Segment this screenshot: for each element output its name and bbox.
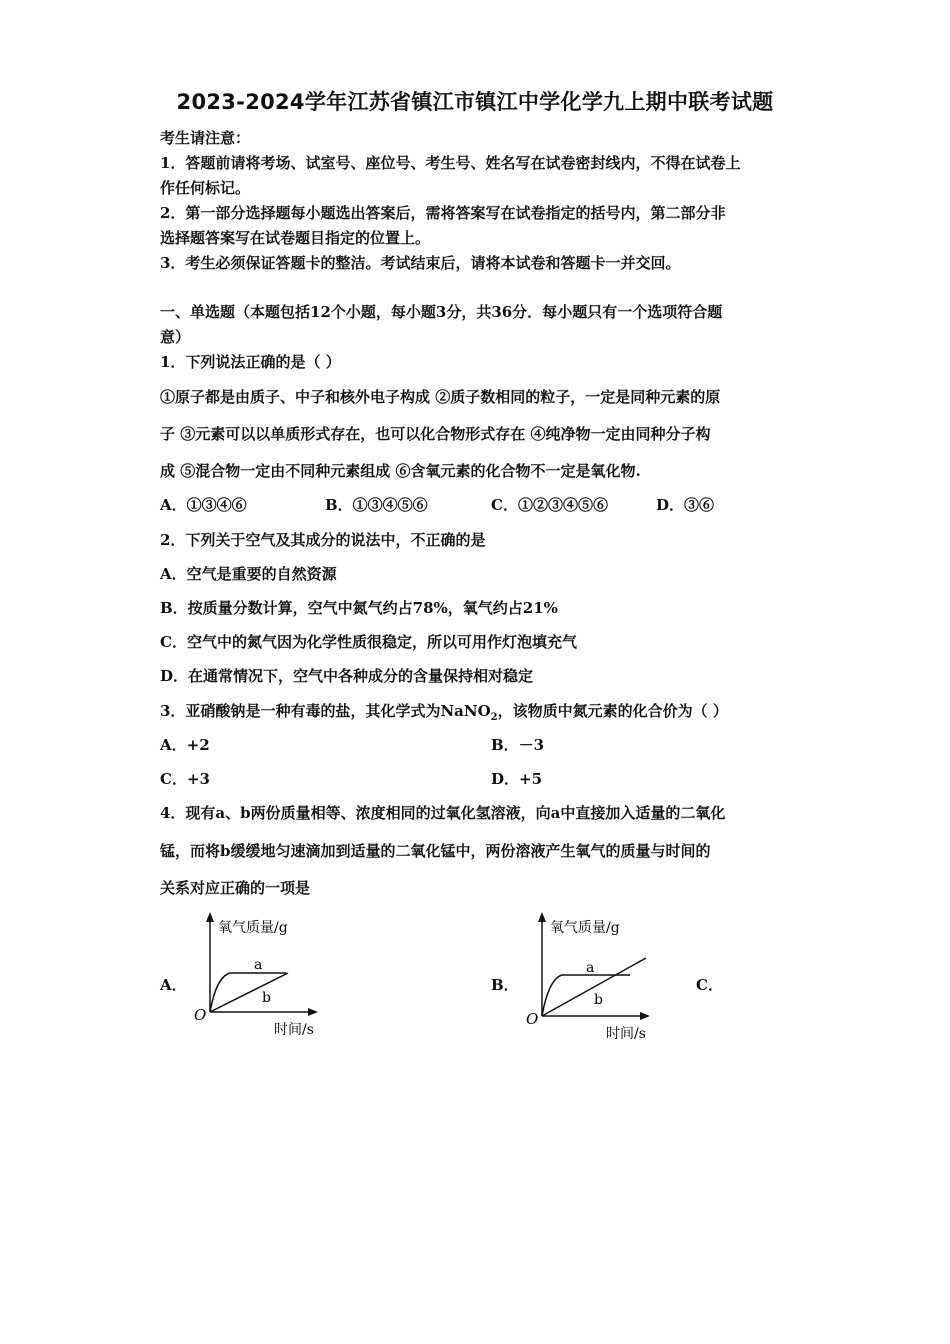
- y-axis-label: 氧气质量/g: [218, 920, 288, 936]
- q1-option-d[interactable]: D．③⑥: [656, 496, 715, 514]
- q4-option-c-label[interactable]: C．: [696, 976, 723, 994]
- section-heading-cont: 意）: [160, 328, 191, 346]
- notice-item: 1．答题前请将考场、试室号、座位号、考生号、姓名写在试卷密封线内，不得在试卷上: [160, 154, 741, 172]
- q3-stem: [160, 701, 800, 728]
- y-axis-arrow: [206, 912, 214, 922]
- q3-option-c[interactable]: C．+3: [160, 770, 210, 788]
- q4-stem: 4．现有a、b两份质量相等、浓度相同的过氧化氢溶液，向a中直接加入适量的二氧化: [160, 804, 726, 822]
- q2-option-b[interactable]: B．按质量分数计算，空气中氮气约占78%，氧气约占21%: [160, 599, 558, 617]
- y-axis-arrow: [538, 912, 546, 922]
- q4-stem-cont: 关系对应正确的一项是: [160, 879, 311, 897]
- q2-option-c[interactable]: C．空气中的氮气因为化学性质很稳定，所以可用作灯泡填充气: [160, 633, 577, 651]
- q4-stem-cont: 锰，而将b缓缓地匀速滴加到适量的二氧化锰中，两份溶液产生氧气的质量与时间的: [160, 842, 711, 860]
- curve-a: [542, 975, 630, 1016]
- curve-b-label: b: [262, 990, 271, 1006]
- q4-option-b-label[interactable]: B．: [491, 976, 519, 994]
- q3-stem-text-after: ，该物质中氮元素的化合价为（ ）: [497, 702, 728, 720]
- origin-label: O: [526, 1010, 539, 1028]
- curve-b-label: b: [594, 992, 603, 1008]
- q1-statement-line: 子 ③元素可以以单质形式存在，也可以化合物形式存在 ④纯净物一定由同种分子构: [160, 425, 711, 443]
- q4-graph-b[interactable]: [522, 910, 672, 1045]
- q1-option-c[interactable]: C．①②③④⑤⑥: [491, 496, 608, 514]
- q3-option-d[interactable]: D．+5: [491, 770, 543, 788]
- q3-subscript: 2: [490, 712, 498, 723]
- curve-a-label: a: [586, 960, 595, 976]
- q1-statement-line: ①原子都是由质子、中子和核外电子构成 ②质子数相同的粒子，一定是同种元素的原: [160, 388, 721, 406]
- section-heading: 一、单选题（本题包括12个小题，每小题3分，共36分．每小题只有一个选项符合题: [160, 303, 723, 321]
- q1-option-b[interactable]: B．①③④⑤⑥: [325, 496, 428, 514]
- q3-stem-text: 3．亚硝酸钠是一种有毒的盐，其化学式为NaNO: [160, 702, 491, 720]
- origin-label: O: [194, 1006, 207, 1024]
- q4-graph-a[interactable]: [190, 910, 340, 1045]
- page-title: 2023-2024学年江苏省镇江市镇江中学化学九上期中联考试题: [176, 90, 774, 114]
- y-axis-label: 氧气质量/g: [550, 920, 620, 936]
- q1-stem: 1．下列说法正确的是（ ）: [160, 353, 341, 371]
- q2-option-a[interactable]: A．空气是重要的自然资源: [160, 565, 337, 583]
- x-axis-arrow: [640, 1012, 650, 1020]
- q1-statement-line: 成 ⑤混合物一定由不同种元素组成 ⑥含氧元素的化合物不一定是氧化物.: [160, 462, 641, 480]
- q1-option-a[interactable]: A．①③④⑥: [160, 496, 247, 514]
- notice-heading: 考生请注意：: [160, 129, 251, 147]
- notice-item: 3．考生必须保证答题卡的整洁。考试结束后，请将本试卷和答题卡一并交回。: [160, 254, 681, 272]
- notice-item: 2．第一部分选择题每小题选出答案后，需将答案写在试卷指定的括号内，第二部分非: [160, 204, 726, 222]
- q2-stem: 2．下列关于空气及其成分的说法中，不正确的是: [160, 531, 486, 549]
- q3-option-a[interactable]: A．+2: [160, 736, 210, 754]
- x-axis-label: 时间/s: [606, 1026, 646, 1042]
- q4-option-a-label[interactable]: A．: [160, 976, 187, 994]
- x-axis-label: 时间/s: [274, 1022, 314, 1038]
- x-axis-arrow: [308, 1008, 318, 1016]
- notice-item: 作任何标记。: [160, 179, 251, 197]
- q2-option-d[interactable]: D．在通常情况下，空气中各种成分的含量保持相对稳定: [160, 667, 534, 685]
- notice-item: 选择题答案写在试卷题目指定的位置上。: [160, 229, 431, 247]
- q3-option-b[interactable]: B．－3: [491, 736, 545, 754]
- curve-a-label: a: [254, 957, 263, 973]
